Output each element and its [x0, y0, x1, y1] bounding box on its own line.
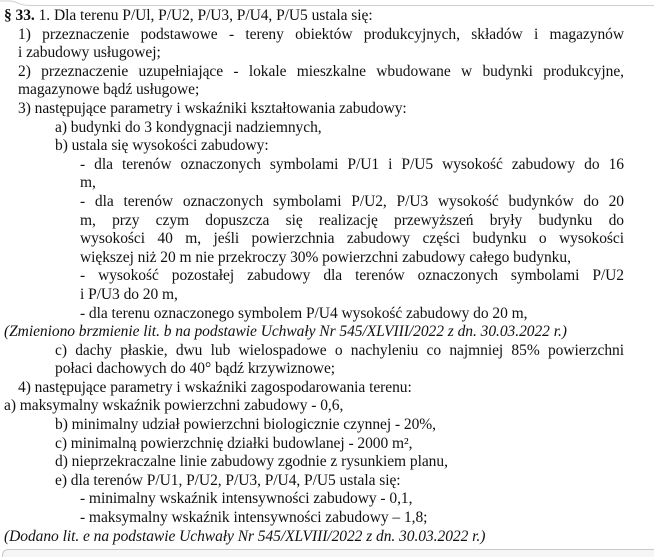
text-line: - dla terenów oznaczonych symbolami P/U2, P/U3 wysokość budynków do 20 — [80, 192, 624, 210]
text-line: 4) następujące parametry i wskaźniki zagospodarowania terenu: — [18, 378, 412, 396]
text-line: - maksymalny wskaźnik intensywności zabudowy – 1,8; — [80, 509, 428, 527]
text-line: m, przy czym dopuszcza się realizację przewyższeń bryły budynku do — [80, 211, 624, 229]
text-line: - wysokość pozostałej zabudowy dla terenów oznaczonych symbolami P/U2 — [80, 267, 624, 285]
text-line: - dla terenów oznaczonych symbolami P/U1 i P/U5 wysokość zabudowy do 16 — [80, 155, 624, 173]
text-line: m, — [80, 174, 96, 192]
text-line: - dla terenu oznaczonego symbolem P/U4 wysokość zabudowy do 20 m, — [80, 304, 528, 322]
text-line: e) dla terenów P/U1, P/U2, P/U3, P/U4, P/U5 ustala się: — [55, 471, 401, 489]
section-number: § 33. — [4, 7, 35, 24]
text-line: wysokości 40 m, jeśli powierzchnia zabudowy części budynku o wysokości — [80, 230, 624, 248]
amendment-note: (Dodano lit. e na podstawie Uchwały Nr 545/XLVIII/2022 z dn. 30.03.2022 r.) — [4, 527, 486, 545]
bottom-panel-edge — [2, 549, 654, 557]
text-line: 2) przeznaczenie uzupełniające - lokale mieszkalne wbudowane w budynki produkcyjne, — [18, 62, 624, 80]
text-line: b) minimalny udział powierzchni biologicznie czynnej - 20%, — [55, 416, 436, 434]
section-heading — [4, 7, 624, 26]
legal-text-body — [4, 7, 624, 546]
text-line: b) ustala się wysokości zabudowy: — [55, 137, 269, 155]
text-line: c) minimalną powierzchnię działki budowlanej - 2000 m², — [55, 434, 413, 452]
text-line: d) nieprzekraczalne linie zabudowy zgodnie z rysunkiem planu, — [55, 453, 448, 471]
amendment-note: (Zmieniono brzmienie lit. b na podstawie Uchwały Nr 545/XLVIII/2022 z dn. 30.03.2022 r.) — [4, 323, 567, 341]
text-line: a) budynki do 3 kondygnacji nadziemnych, — [55, 118, 322, 136]
text-line: magazynowe bądź usługowe; — [18, 81, 200, 99]
text-line: i zabudowy usługowej; — [18, 44, 161, 62]
text-line: a) maksymalny wskaźnik powierzchni zabudowy - 0,6, — [4, 397, 344, 415]
text-line: 1) przeznaczenie podstawowe - tereny obiektów produkcyjnych, składów i magazynów — [18, 25, 624, 43]
text-line: 3) następujące parametry i wskaźniki kształtowania zabudowy: — [18, 99, 407, 117]
text-line: - minimalny wskaźnik intensywności zabudowy - 0,1, — [80, 490, 413, 508]
text-line: większej niż 20 m nie przekroczy 30% powierzchni zabudowy całego budynku, — [80, 248, 571, 266]
text-line: c) dachy płaskie, dwu lub wielospadowe o nachyleniu co najmniej 85% powierzchni — [55, 341, 624, 359]
text-line: połaci dachowych do 40° bądź krzywiznowe; — [55, 360, 336, 378]
text-line: i P/U3 do 20 m, — [80, 285, 178, 303]
section-heading-text: 1. Dla terenu P/Ul, P/U2, P/U3, P/U4, P/U5 ustala się: — [34, 7, 373, 24]
